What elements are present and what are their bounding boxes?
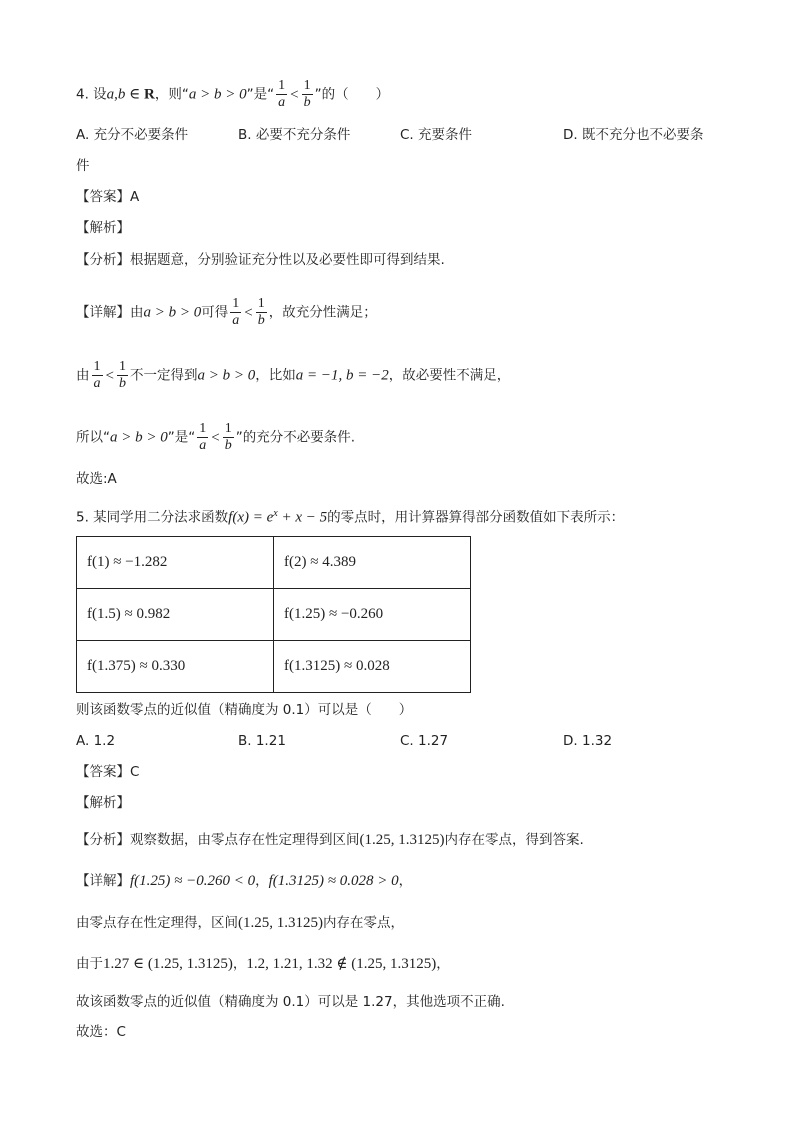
table-cell: f(2) ≈ 4.389 — [274, 537, 471, 589]
q4-analysis-label: 【解析】 — [76, 220, 130, 236]
table-row — [77, 589, 471, 641]
q4-option-b: B. 必要不充分条件 — [238, 127, 351, 143]
table-row — [77, 537, 471, 589]
q4-answer: 【答案】A — [76, 189, 140, 205]
q5-choose: 故选：C — [76, 1024, 126, 1040]
fraction-1-over-b: $\frac{1}{b}$ — [118, 359, 126, 391]
q4-stem: 4. 设a,b ∈ R，则“a > b > 0”是“ $\frac{1}{a}$ < $\frac{1}{b}$ ”的（ ） — [76, 78, 390, 110]
q4-option-d-wrap: 件 — [76, 158, 90, 174]
q5-option-d: D. 1.32 — [563, 733, 613, 749]
q5-answer: 【答案】C — [76, 764, 140, 780]
fraction-1-over-a: $\frac{1}{a}$ — [232, 296, 240, 328]
table-cell: f(1.375) ≈ 0.330 — [77, 641, 274, 693]
q5-detail-4: 故该函数零点的近似值（精确度为 0.1）可以是 1.27，其他选项不正确. — [76, 994, 505, 1010]
q4-detail-1: 【详解】由a > b > 0可得 $\frac{1}{a}$ < $\frac{1}{b}$ ，故充分性满足； — [76, 296, 377, 328]
q4-option-a: A. 充分不必要条件 — [76, 127, 189, 143]
q5-question: 则该函数零点的近似值（精确度为 0.1）可以是（ ） — [76, 702, 413, 718]
fraction-1-over-a: $\frac{1}{a}$ — [93, 359, 101, 391]
q5-detail-3: 由于1.27 ∈ (1.25, 1.3125)，1.2, 1.21, 1.32 ∉ (1.25, 1.3125)， — [76, 956, 450, 972]
q5-option-b: B. 1.21 — [238, 733, 286, 749]
q5-analysis-label: 【解析】 — [76, 795, 130, 811]
fraction-1-over-a: $\frac{1}{a}$ — [278, 78, 286, 110]
table-cell: f(1.25) ≈ −0.260 — [274, 589, 471, 641]
q5-stem: 5. 某同学用二分法求函数$f(x) = e^x + x - 5$的零点时，用计算器算得部分函数值如下表所示： — [76, 508, 625, 526]
function-values-table — [76, 536, 471, 693]
q5-detail-1: 【详解】f(1.25) ≈ −0.260 < 0，f(1.3125) ≈ 0.028 > 0， — [76, 873, 413, 889]
fraction-1-over-b: $\frac{1}{b}$ — [257, 296, 265, 328]
q5-detail-2: 由零点存在性定理得，区间(1.25, 1.3125)内存在零点， — [76, 915, 404, 931]
q4-option-d: D. 既不充分也不必要条 — [563, 127, 704, 143]
table-cell: f(1.5) ≈ 0.982 — [77, 589, 274, 641]
table-cell: f(1) ≈ −1.282 — [77, 537, 274, 589]
fraction-1-over-a: $\frac{1}{a}$ — [199, 421, 207, 453]
q5-option-a: A. 1.2 — [76, 733, 116, 749]
q4-fenxi: 【分析】根据题意，分别验证充分性以及必要性即可得到结果. — [76, 252, 445, 268]
q5-option-c: C. 1.27 — [400, 733, 449, 749]
q4-choose: 故选:A — [76, 471, 117, 487]
q4-detail-3: 所以“a > b > 0”是“ $\frac{1}{a}$ < $\frac{1}{b}$ ”的充分不必要条件. — [76, 421, 356, 453]
q4-option-c: C. 充要条件 — [400, 127, 473, 143]
fraction-1-over-b: $\frac{1}{b}$ — [303, 78, 311, 110]
fraction-1-over-b: $\frac{1}{b}$ — [224, 421, 232, 453]
q5-fenxi: 【分析】观察数据，由零点存在性定理得到区间(1.25, 1.3125)内存在零点，得到答案. — [76, 832, 584, 848]
table-row — [77, 641, 471, 693]
q4-detail-2: 由 $\frac{1}{a}$ < $\frac{1}{b}$ 不一定得到a > b > 0，比如a = −1, b = −2，故必要性不满足， — [76, 359, 511, 391]
table-cell: f(1.3125) ≈ 0.028 — [274, 641, 471, 693]
